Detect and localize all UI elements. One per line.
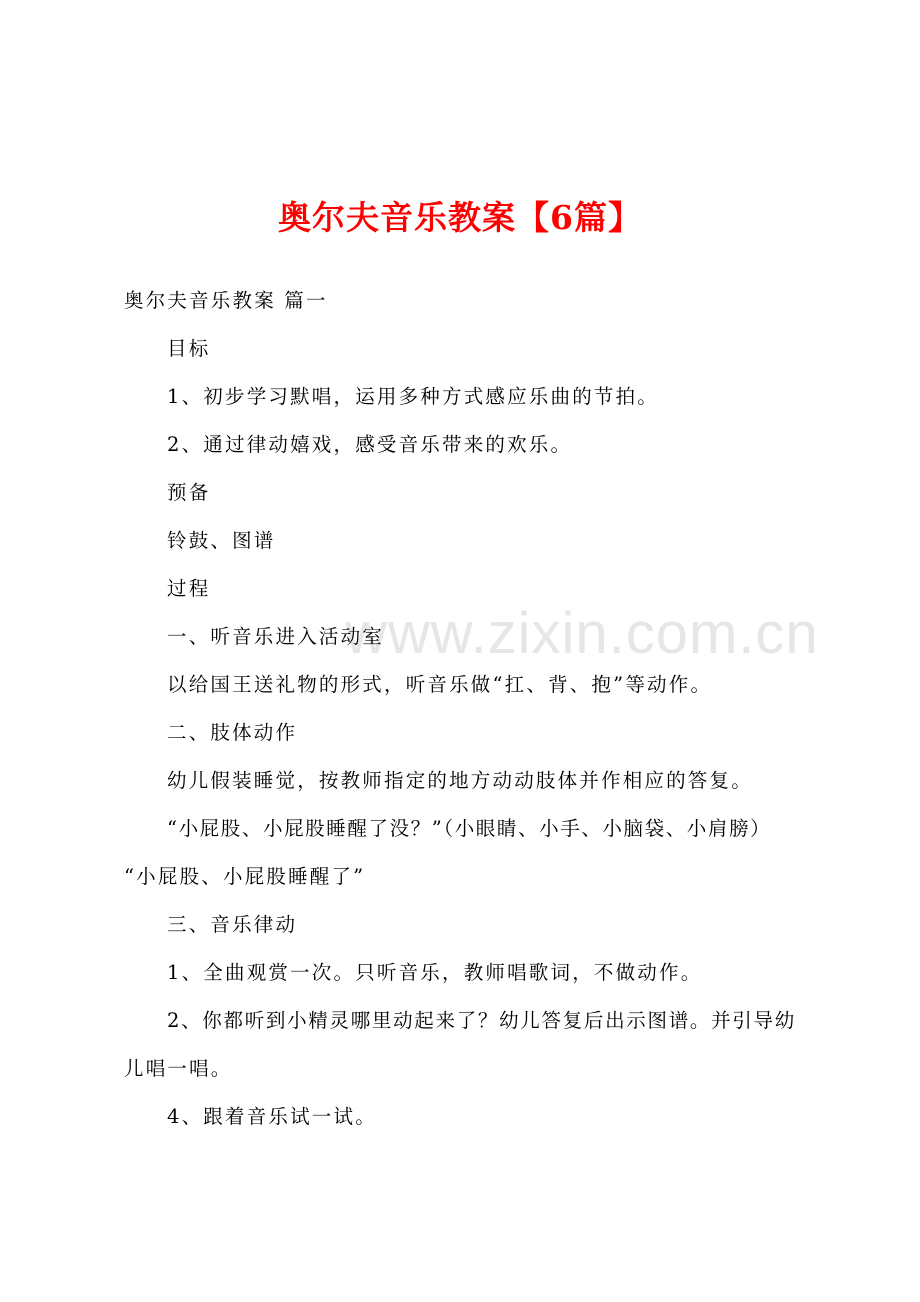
paragraph: 1、全曲观赏一次。只听音乐，教师唱歌词，不做动作。	[167, 961, 703, 984]
paragraph: 2、你都听到小精灵哪里动起来了？幼儿答复后出示图谱。并引导幼	[167, 1009, 796, 1032]
paragraph: 一、听音乐进入活动室	[167, 625, 385, 648]
page-title: 奥尔夫音乐教案【6篇】	[278, 198, 642, 237]
paragraph: 二、肢体动作	[167, 721, 298, 744]
paragraph: 1、初步学习默唱，运用多种方式感应乐曲的节拍。	[167, 385, 660, 408]
paragraph: 2、通过律动嬉戏，感受音乐带来的欢乐。	[167, 433, 573, 456]
paragraph: “小屁股、小屁股睡醒了”	[124, 865, 366, 888]
paragraph: “小屁股、小屁股睡醒了没？”（小眼睛、小手、小脑袋、小肩膀）	[167, 817, 772, 840]
paragraph-prep-heading: 预备	[167, 481, 211, 504]
paragraph: 铃鼓、图谱	[167, 529, 276, 552]
paragraph: 以给国王送礼物的形式，听音乐做“扛、背、抱”等动作。	[167, 673, 713, 696]
paragraph: 三、音乐律动	[167, 913, 298, 936]
paragraph: 儿唱一唱。	[124, 1057, 233, 1080]
paragraph: 幼儿假装睡觉，按教师指定的地方动动肢体并作相应的答复。	[167, 769, 753, 792]
paragraph-process-heading: 过程	[167, 577, 211, 600]
watermark: www.zixin.com.cn	[345, 601, 819, 666]
section-heading: 奥尔夫音乐教案 篇一	[124, 289, 328, 312]
paragraph: 4、跟着音乐试一试。	[167, 1105, 377, 1128]
paragraph-goal-heading: 目标	[167, 337, 211, 360]
